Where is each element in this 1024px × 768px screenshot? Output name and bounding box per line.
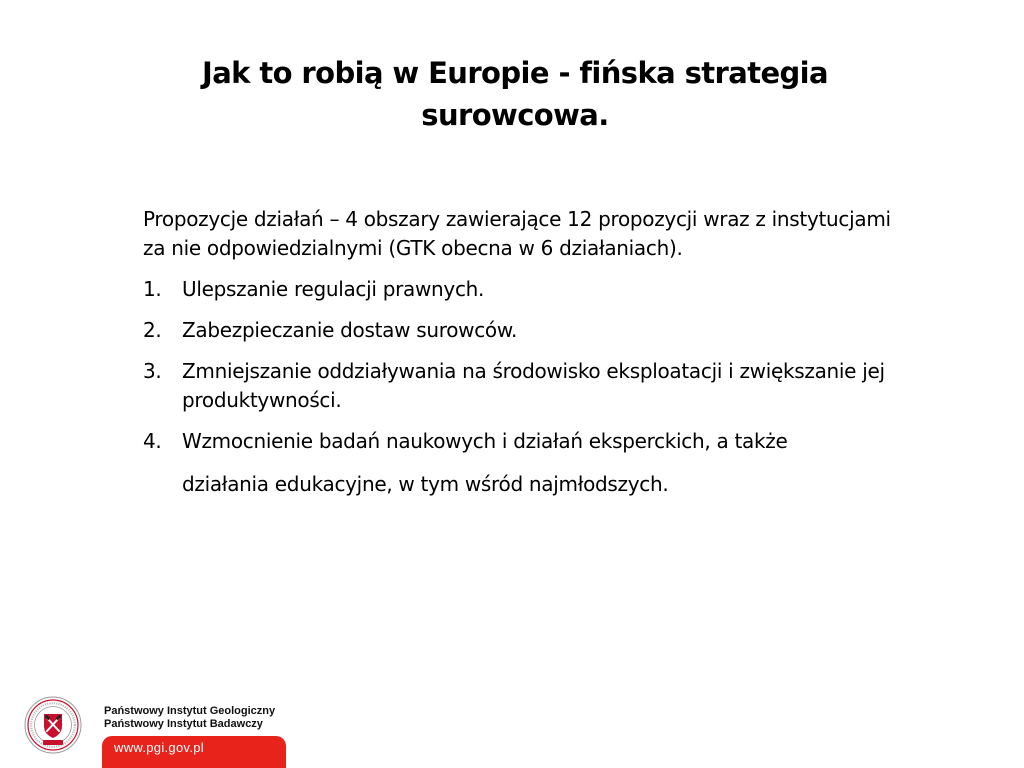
list-item-number: 3. [143, 359, 162, 383]
list-item-number: 1. [143, 277, 162, 301]
institute-name-line1: Państwowy Instytut Geologiczny [104, 705, 276, 717]
slide-body [143, 205, 903, 499]
institute-name-line2: Państwowy Instytut Badawczy [104, 718, 263, 730]
list-item-continuation: działania edukacyjne, w tym wśród najmłodszych. [182, 472, 669, 496]
intro-paragraph: Propozycje działań – 4 obszary zawierające 12 propozycji wraz z instytucjami za nie odpowiedzialnymi (GTK obecna w 6 działaniach). [143, 207, 891, 260]
list-item-text: Zmniejszanie oddziaływania na środowisko eksploatacji i zwiększanie jej produktywności. [182, 359, 885, 412]
list-item [143, 427, 903, 456]
list-item [143, 357, 903, 415]
list-item [143, 316, 903, 345]
website-badge[interactable] [102, 736, 286, 768]
institute-name [104, 705, 275, 731]
list-item-text: Zabezpieczanie dostaw surowców. [182, 318, 518, 342]
pgi-emblem-icon [24, 696, 82, 754]
list-item-number: 4. [143, 429, 162, 453]
slide-title: Jak to robią w Europie - fińska strategia surowcowa. [202, 56, 828, 132]
list-item [143, 275, 903, 304]
list-item-text: Wzmocnienie badań naukowych i działań eksperckich, a także [182, 429, 788, 453]
list-item-number: 2. [143, 318, 162, 342]
list-item-text: Ulepszanie regulacji prawnych. [182, 277, 485, 301]
website-link[interactable]: www.pgi.gov.pl [114, 740, 204, 755]
